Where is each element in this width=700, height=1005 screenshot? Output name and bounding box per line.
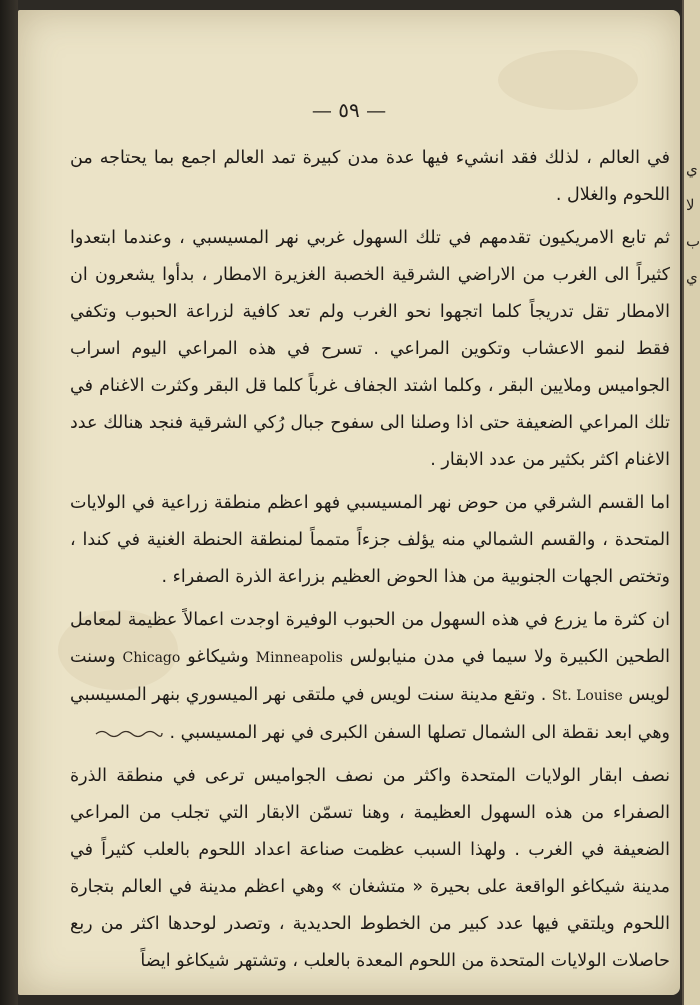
adjacent-text-fragment: ب xyxy=(686,232,700,250)
adjacent-page-edge xyxy=(682,0,700,1005)
latin-minneapolis: Minneapolis xyxy=(255,650,343,666)
adjacent-text-fragment: لا xyxy=(686,196,695,214)
text-run: وسنت لويس xyxy=(70,647,670,705)
page-number: — ٥٩ — xyxy=(311,98,387,122)
paragraph-1: في العالم ، لذلك فقد انشيء فيها عدة مدن كبيرة تمد العالم اجمع بما يحتاجه من اللحوم والغلال . xyxy=(70,148,670,205)
paragraph-3: اما القسم الشرقي من حوض نهر المسيسبي فهو اعظم منطقة زراعية في الولايات المتحدة ، والقسم الشمالي منه يؤلف جزءاً متمماً لمنطقة الحنطة الغنية في كندا ، وتختص الجهات الجنوبية من هذا الحوض العظيم بزراعة الذرة الصفراء . xyxy=(70,493,670,587)
latin-chicago: Chicago xyxy=(122,650,181,666)
latin-saint-louis: St. Louise xyxy=(551,688,623,704)
page-body xyxy=(70,140,670,980)
book-page xyxy=(18,10,680,995)
paragraph-2: ثم تابع الامريكيون تقدمهم في تلك السهول غربي نهر المسيسبي ، وعندما ابتعدوا كثيراً الى الغرب من الاراضي الشرقية الخصبة الغزيرة الامطار ، بدأوا يشعرون ان الامطار تقل تدريجاً كلما اتجهوا نحو الغرب ولم تعد كافية لزراعة الحبوب وتكفي فقط لنمو الاعشاب وتكوين المراعي . تسرح في هذه المراعي اليوم اسراب الجواميس وملايين البقر ، وكلما اشتد الجفاف غرباً كلما قل البقر وكثرت الاغنام في تلك المراعي الضعيفة حتى اذا وصلنا الى سفوح جبال رُكي الشرقية فنجد هنالك عدد الاغنام اكثر بكثير من عدد الابقار . xyxy=(70,228,670,470)
text-run: وشيكاغو xyxy=(187,647,249,667)
adjacent-text-fragment: ي xyxy=(686,160,698,178)
text-run: ان كثرة ما يزرع في هذه السهول من الحبوب الوفيرة اوجدت اعمالاً عظيمة لمعامل الطحين الكبيرة ولا سيما في مدن منيابولس xyxy=(70,610,670,667)
paragraph-5: نصف ابقار الولايات المتحدة واكثر من نصف الجواميس ترعى في منطقة الذرة الصفراء من هذه السهول العظيمة ، وهنا تسمّن الابقار التي تجلب من المراعي الضعيفة في الغرب . ولهذا السبب عظمت صناعة اعداد اللحوم بالعلب كثيراً في مدينة شيكاغو الواقعة على بحيرة « متشغان » وهي اعظم مدينة في العالم بتجارة اللحوم ويلتقي فيها عدد كبير من الخطوط الحديدية ، وتصدر لوحدها اكثر من ربع حاصلات الولايات المتحدة من اللحوم المعدة بالعلب ، وتشتهر شيكاغو ايضاً xyxy=(70,766,670,971)
handwritten-squiggle xyxy=(94,728,164,738)
paragraph-4 xyxy=(70,602,670,752)
book-binding xyxy=(0,0,18,1005)
adjacent-text-fragment: ي xyxy=(686,268,698,286)
text-run: . وتقع مدينة سنت لويس في ملتقى نهر الميسوري بنهر المسيسبي وهي ابعد نقطة الى الشمال تصلها السفن الكبرى في نهر المسيسبي . xyxy=(70,685,670,743)
